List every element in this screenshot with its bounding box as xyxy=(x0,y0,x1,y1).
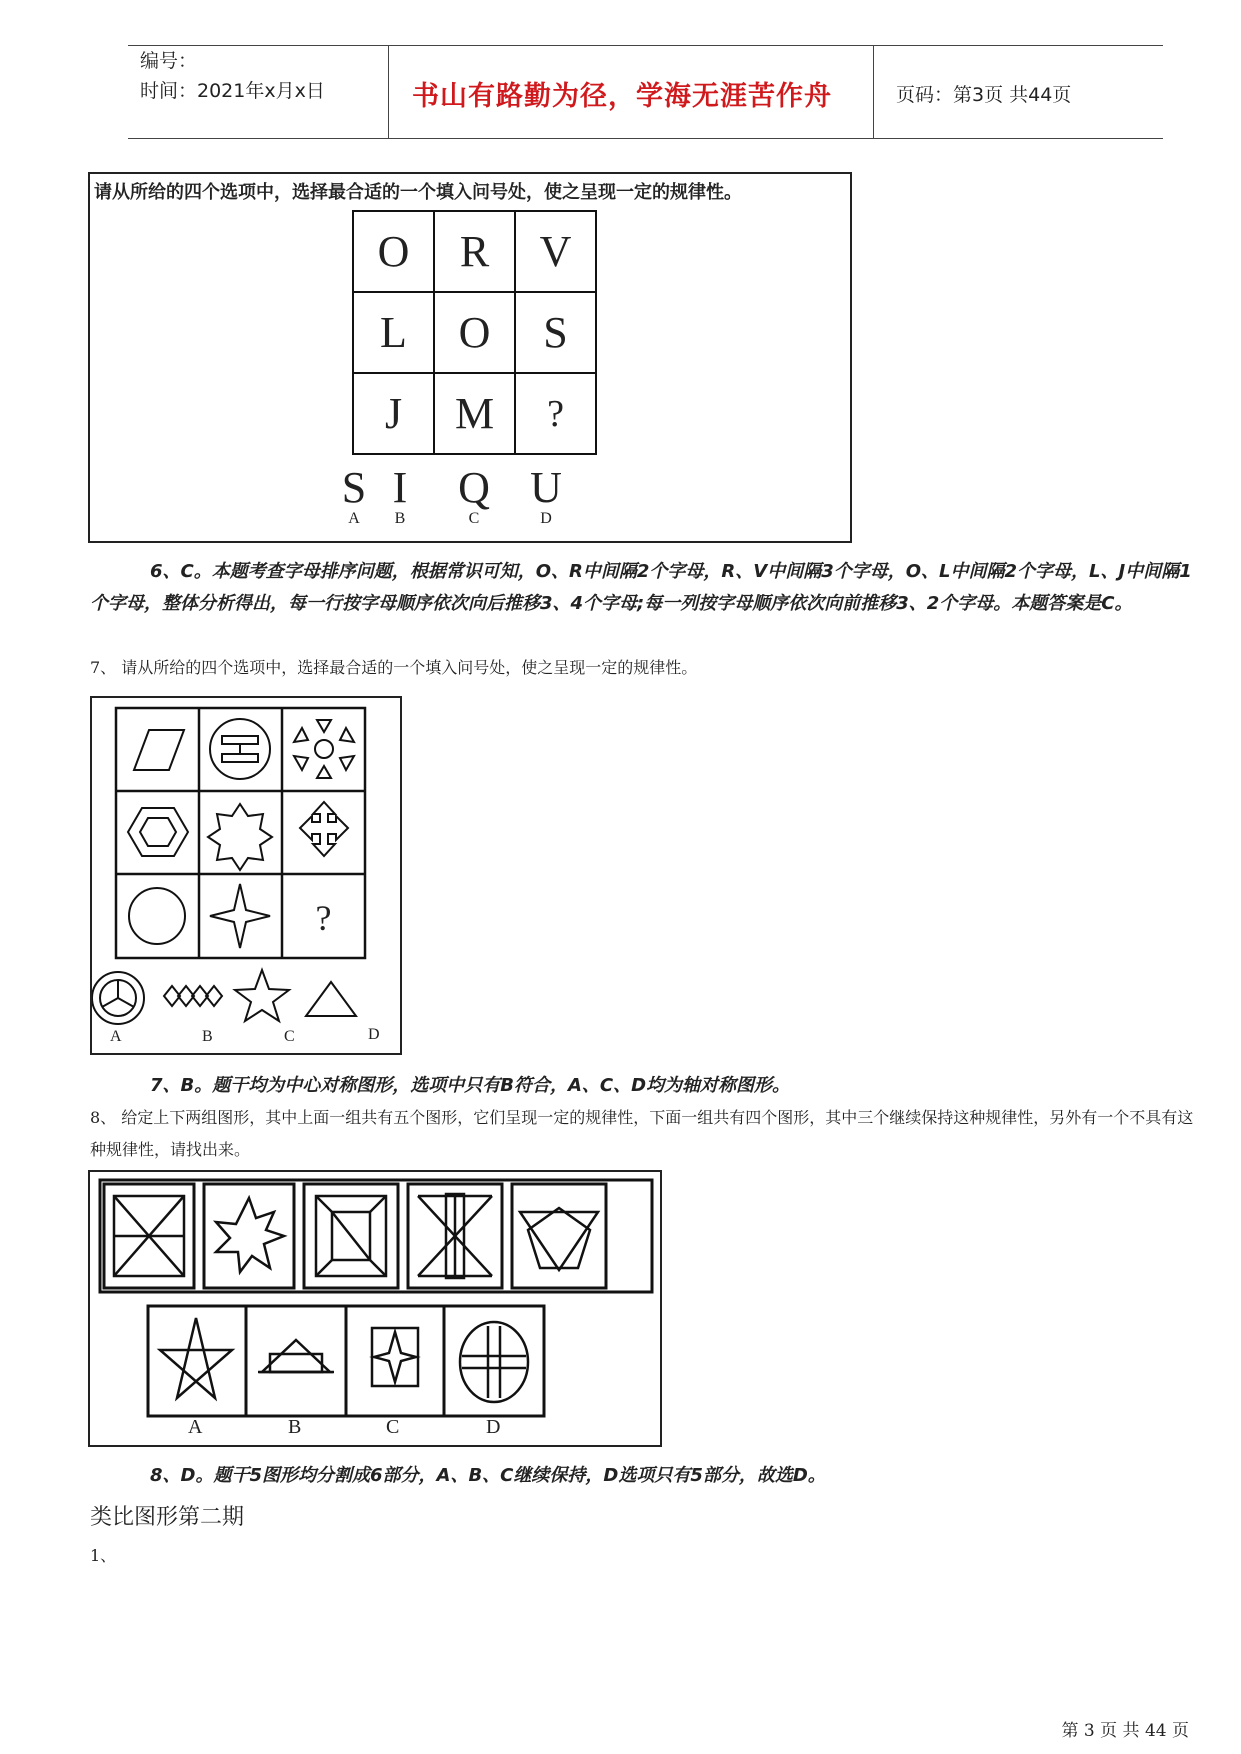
q7-shapes xyxy=(92,698,400,1053)
q6-answer: 6、C。本题考查字母排序问题，根据常识可知，O、R中间隔2个字母，R、V中间隔3个字母，O、L中间隔2个字母，L、J中间隔1个字母，整体分析得出，每一行按字母顺序依次向后推移3、4个字母;每一列按字母顺序依次向前推移3、2个字母。本题答案是C。 xyxy=(90,561,1192,614)
q6-option-a: S A xyxy=(341,463,367,527)
square-star-shape xyxy=(372,1328,418,1386)
header-divider-1 xyxy=(388,45,389,139)
q7-label-c: C xyxy=(284,1028,295,1045)
nested-squares-shape xyxy=(316,1196,386,1276)
hexagon-shape xyxy=(128,808,188,856)
circle-shape xyxy=(129,888,185,944)
header-motto: 书山有路勤为径，学海无涯苦作舟 xyxy=(412,81,832,112)
header-page-number: 页码：第3页 共44页 xyxy=(896,84,1072,106)
triangle-bars-shape xyxy=(258,1340,334,1372)
q8-shapes xyxy=(90,1172,660,1445)
page-footer: 第 3 页 共 44 页 xyxy=(1061,1721,1189,1741)
q6-cell: L xyxy=(353,292,434,373)
q6-cell: J xyxy=(353,373,434,454)
header-divider-2 xyxy=(873,45,874,139)
q6-cell: R xyxy=(434,211,515,292)
q7-question: 7、 请从所给的四个选项中，选择最合适的一个填入问号处，使之呈现一定的规律性。 xyxy=(90,658,698,677)
q7-option-d-shape xyxy=(306,982,356,1016)
q7-figure xyxy=(90,696,402,1055)
pentagram-shape xyxy=(160,1318,232,1398)
q6-title: 请从所给的四个选项中，选择最合适的一个填入问号处，使之呈现一定的规律性。 xyxy=(94,182,742,203)
header-time: 时间：2021年x月x日 xyxy=(140,80,325,102)
q8-label-b: B xyxy=(288,1416,302,1438)
q8-figure xyxy=(88,1170,662,1447)
four-point-star-shape xyxy=(210,884,270,948)
circle-h-shape xyxy=(210,719,270,779)
q6-cell: S xyxy=(515,292,596,373)
parallelogram-shape xyxy=(134,730,184,770)
q7-answer: 7、B。题干均为中心对称图形，选项中只有B符合，A、C、D均为轴对称图形。 xyxy=(150,1075,791,1096)
arrow-cross-shape xyxy=(300,802,348,856)
section-title: 类比图形第二期 xyxy=(90,1505,245,1530)
q7-option-a-shape xyxy=(92,972,144,1024)
header-number: 编号： xyxy=(140,50,198,72)
q6-option-b: I B xyxy=(392,463,408,527)
q6-question-cell: ? xyxy=(515,373,596,454)
q7-option-b-shape xyxy=(164,986,222,1006)
eight-point-star-shape xyxy=(208,804,272,870)
q8-label-c: C xyxy=(386,1416,400,1438)
q7-label-a: A xyxy=(110,1028,122,1045)
divided-square-shape xyxy=(114,1196,184,1276)
header-bottom-rule xyxy=(128,138,1163,139)
q6-option-c: Q C xyxy=(458,463,490,527)
q6-cell: O xyxy=(434,292,515,373)
oval-cross-shape xyxy=(460,1322,528,1402)
q6-cell: M xyxy=(434,373,515,454)
item-1-number: 1、 xyxy=(90,1546,117,1565)
pentagon-triangle-shape xyxy=(520,1208,598,1270)
q8-label-a: A xyxy=(188,1416,203,1438)
q7-question-mark: ? xyxy=(315,898,332,938)
q8-label-d: D xyxy=(486,1416,501,1438)
header-meta xyxy=(140,46,325,106)
q8-answer: 8、D。题干5图形均分割成6部分，A、B、C继续保持，D选项只有5部分，故选D。 xyxy=(150,1465,826,1486)
q7-label-b: B xyxy=(202,1028,213,1045)
hourglass-shape xyxy=(418,1194,492,1278)
q6-cell: O xyxy=(353,211,434,292)
q6-letter-grid xyxy=(352,210,597,455)
q6-cell: V xyxy=(515,211,596,292)
q7-label-d: D xyxy=(368,1026,380,1043)
arrow-star-shape xyxy=(216,1198,284,1272)
q6-option-d: U D xyxy=(530,463,562,527)
q6-figure xyxy=(88,172,852,543)
q8-question: 8、 给定上下两组图形，其中上面一组共有五个图形，它们呈现一定的规律性，下面一组共有四个图形，其中三个继续保持这种规律性，另外有一个不具有这种规律性，请找出来。 xyxy=(90,1108,1194,1159)
pinwheel-shape xyxy=(294,720,354,778)
q7-option-c-shape xyxy=(235,970,289,1021)
